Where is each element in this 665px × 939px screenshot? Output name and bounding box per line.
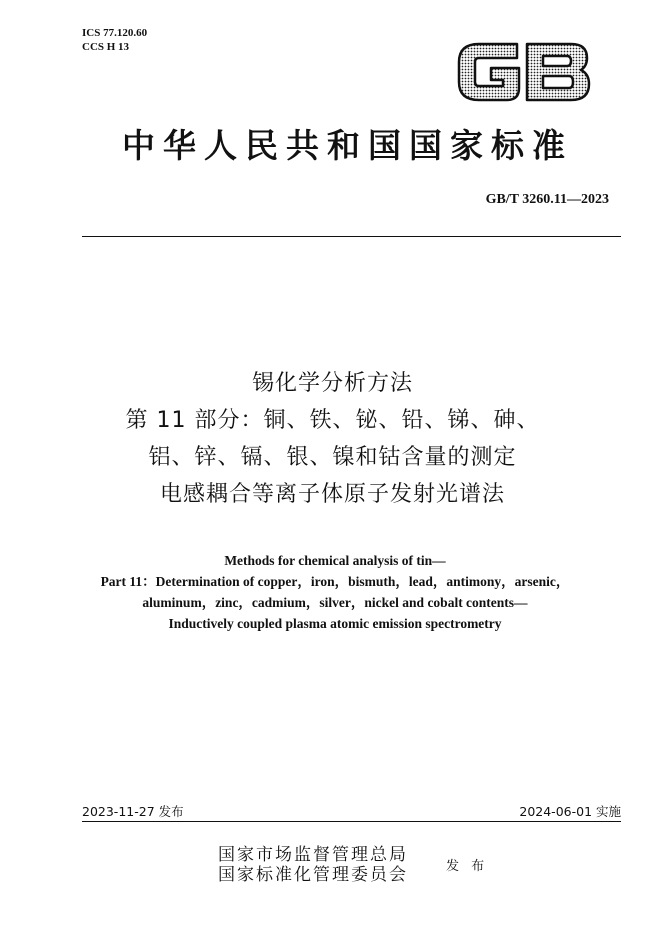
issue-date: 2023-11-27 发布 bbox=[82, 804, 184, 819]
chinese-title-line: 铝、锌、镉、银、镍和钴含量的测定 bbox=[148, 445, 517, 470]
top-rule bbox=[82, 236, 621, 237]
english-title-line: Inductively coupled plasma atomic emission spectrometry bbox=[168, 616, 502, 631]
issuer-name: 国家市场监督管理总局 bbox=[218, 845, 408, 865]
classification-codes bbox=[82, 26, 147, 54]
chinese-title-line: 锡化学分析方法 bbox=[251, 371, 413, 396]
chinese-title-line: 电感耦合等离子体原子发射光谱法 bbox=[159, 482, 505, 507]
english-title bbox=[60, 550, 610, 634]
english-title-line: Methods for chemical analysis of tin— bbox=[224, 553, 446, 568]
org-title: 中华人民共和国国家标准 bbox=[122, 126, 573, 165]
ics-code: ICS 77.120.60 bbox=[82, 27, 148, 39]
chinese-title-line: 第 11 部分：铜、铁、铋、铅、锑、砷、 bbox=[125, 408, 540, 433]
issuer-name: 国家标准化管理委员会 bbox=[218, 865, 408, 885]
issuing-authorities bbox=[218, 845, 408, 885]
gb-logo bbox=[455, 38, 593, 104]
implementation-date: 2024-06-01 实施 bbox=[519, 804, 621, 819]
chinese-title bbox=[0, 365, 665, 513]
ccs-code: CCS H 13 bbox=[82, 41, 130, 53]
english-title-line: aluminum，zinc，cadmium，silver，nickel and cobalt contents— bbox=[142, 595, 528, 610]
release-label: 发 布 bbox=[446, 859, 489, 874]
bottom-rule bbox=[82, 821, 621, 822]
english-title-line: Part 11：Determination of copper，iron，bismuth，lead，antimony，arsenic， bbox=[100, 574, 570, 589]
standard-number: GB/T 3260.11—2023 bbox=[485, 192, 609, 207]
